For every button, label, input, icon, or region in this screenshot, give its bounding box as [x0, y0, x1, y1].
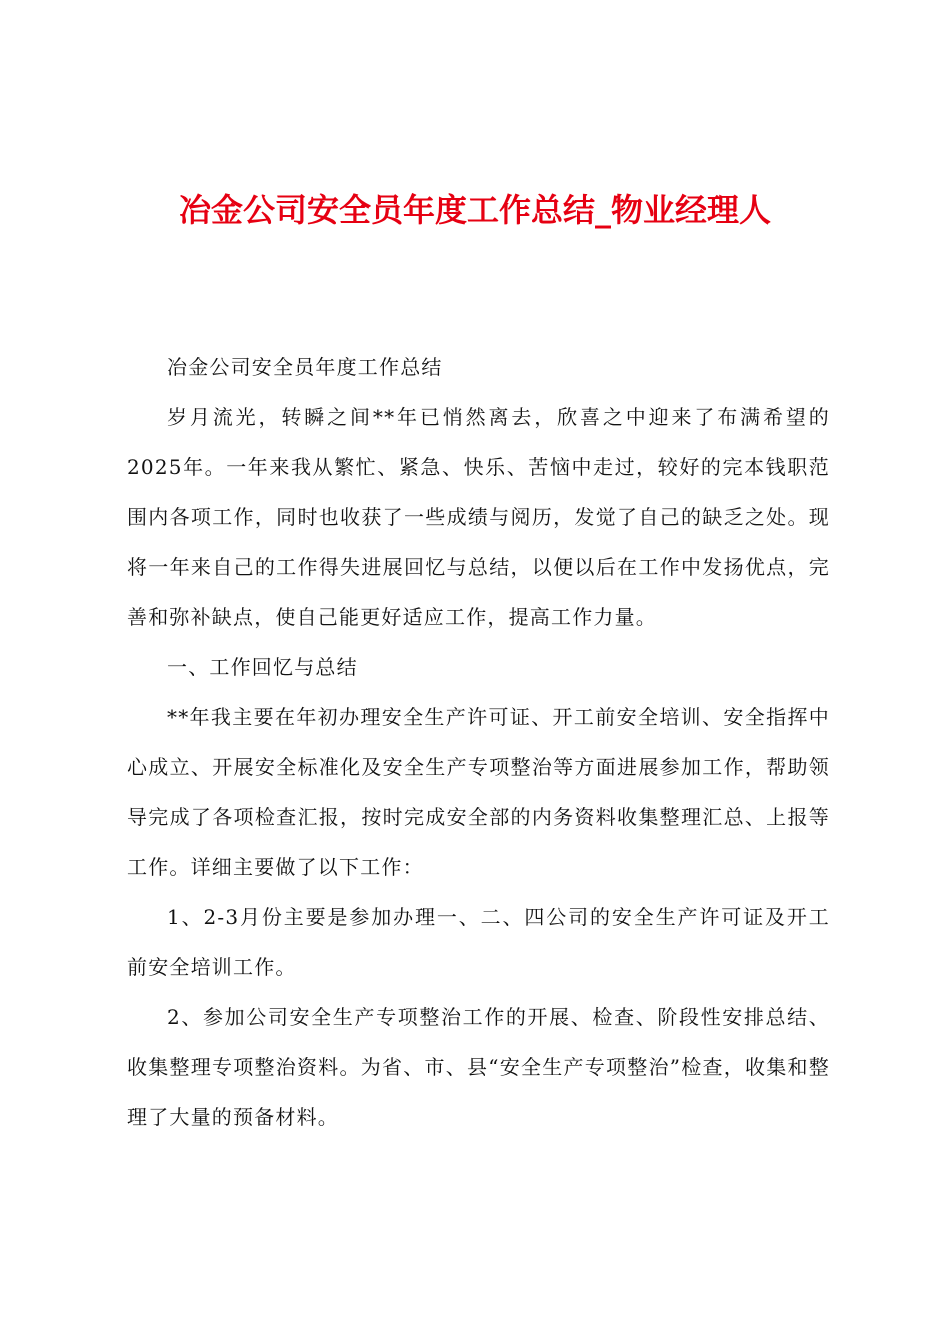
paragraph-work-summary: **年我主要在年初办理安全生产许可证、开工前安全培训、安全指挥中心成立、开展安全标准化及安全生产专项整治等方面进展参加工作，帮助领导完成了各项检查汇报，按时完成安全部的内务资料收集整理汇总、上报等工作。详细主要做了以下工作： — [127, 705, 830, 879]
paragraph-intro: 岁月流光，转瞬之间**年已悄然离去，欣喜之中迎来了布满希望的2025年。一年来我从繁忙、紧急、快乐、苦恼中走过，较好的完本钱职范围内各项工作，同时也收获了一些成绩与阅历，发觉了自己的缺乏之处。现将一年来自己的工作得失进展回忆与总结，以便以后在工作中发扬优点，完善和弥补缺点，使自己能更好适应工作，提高工作力量。 — [127, 405, 830, 629]
list-item-2: 2、参加公司安全生产专项整治工作的开展、检查、阶段性安排总结、收集整理专项整治资料。为省、市、县“安全生产专项整治”检查，收集和整理了大量的预备材料。 — [127, 1005, 830, 1129]
paragraph-subtitle: 冶金公司安全员年度工作总结 — [167, 355, 443, 379]
document-title: 冶金公司安全员年度工作总结_物业经理人 — [178, 191, 771, 229]
list-item-1: 1、2-3月份主要是参加办理一、二、四公司的安全生产许可证及开工前安全培训工作。 — [127, 905, 830, 979]
document-body — [127, 342, 830, 1142]
section-heading: 一、工作回忆与总结 — [167, 655, 358, 679]
